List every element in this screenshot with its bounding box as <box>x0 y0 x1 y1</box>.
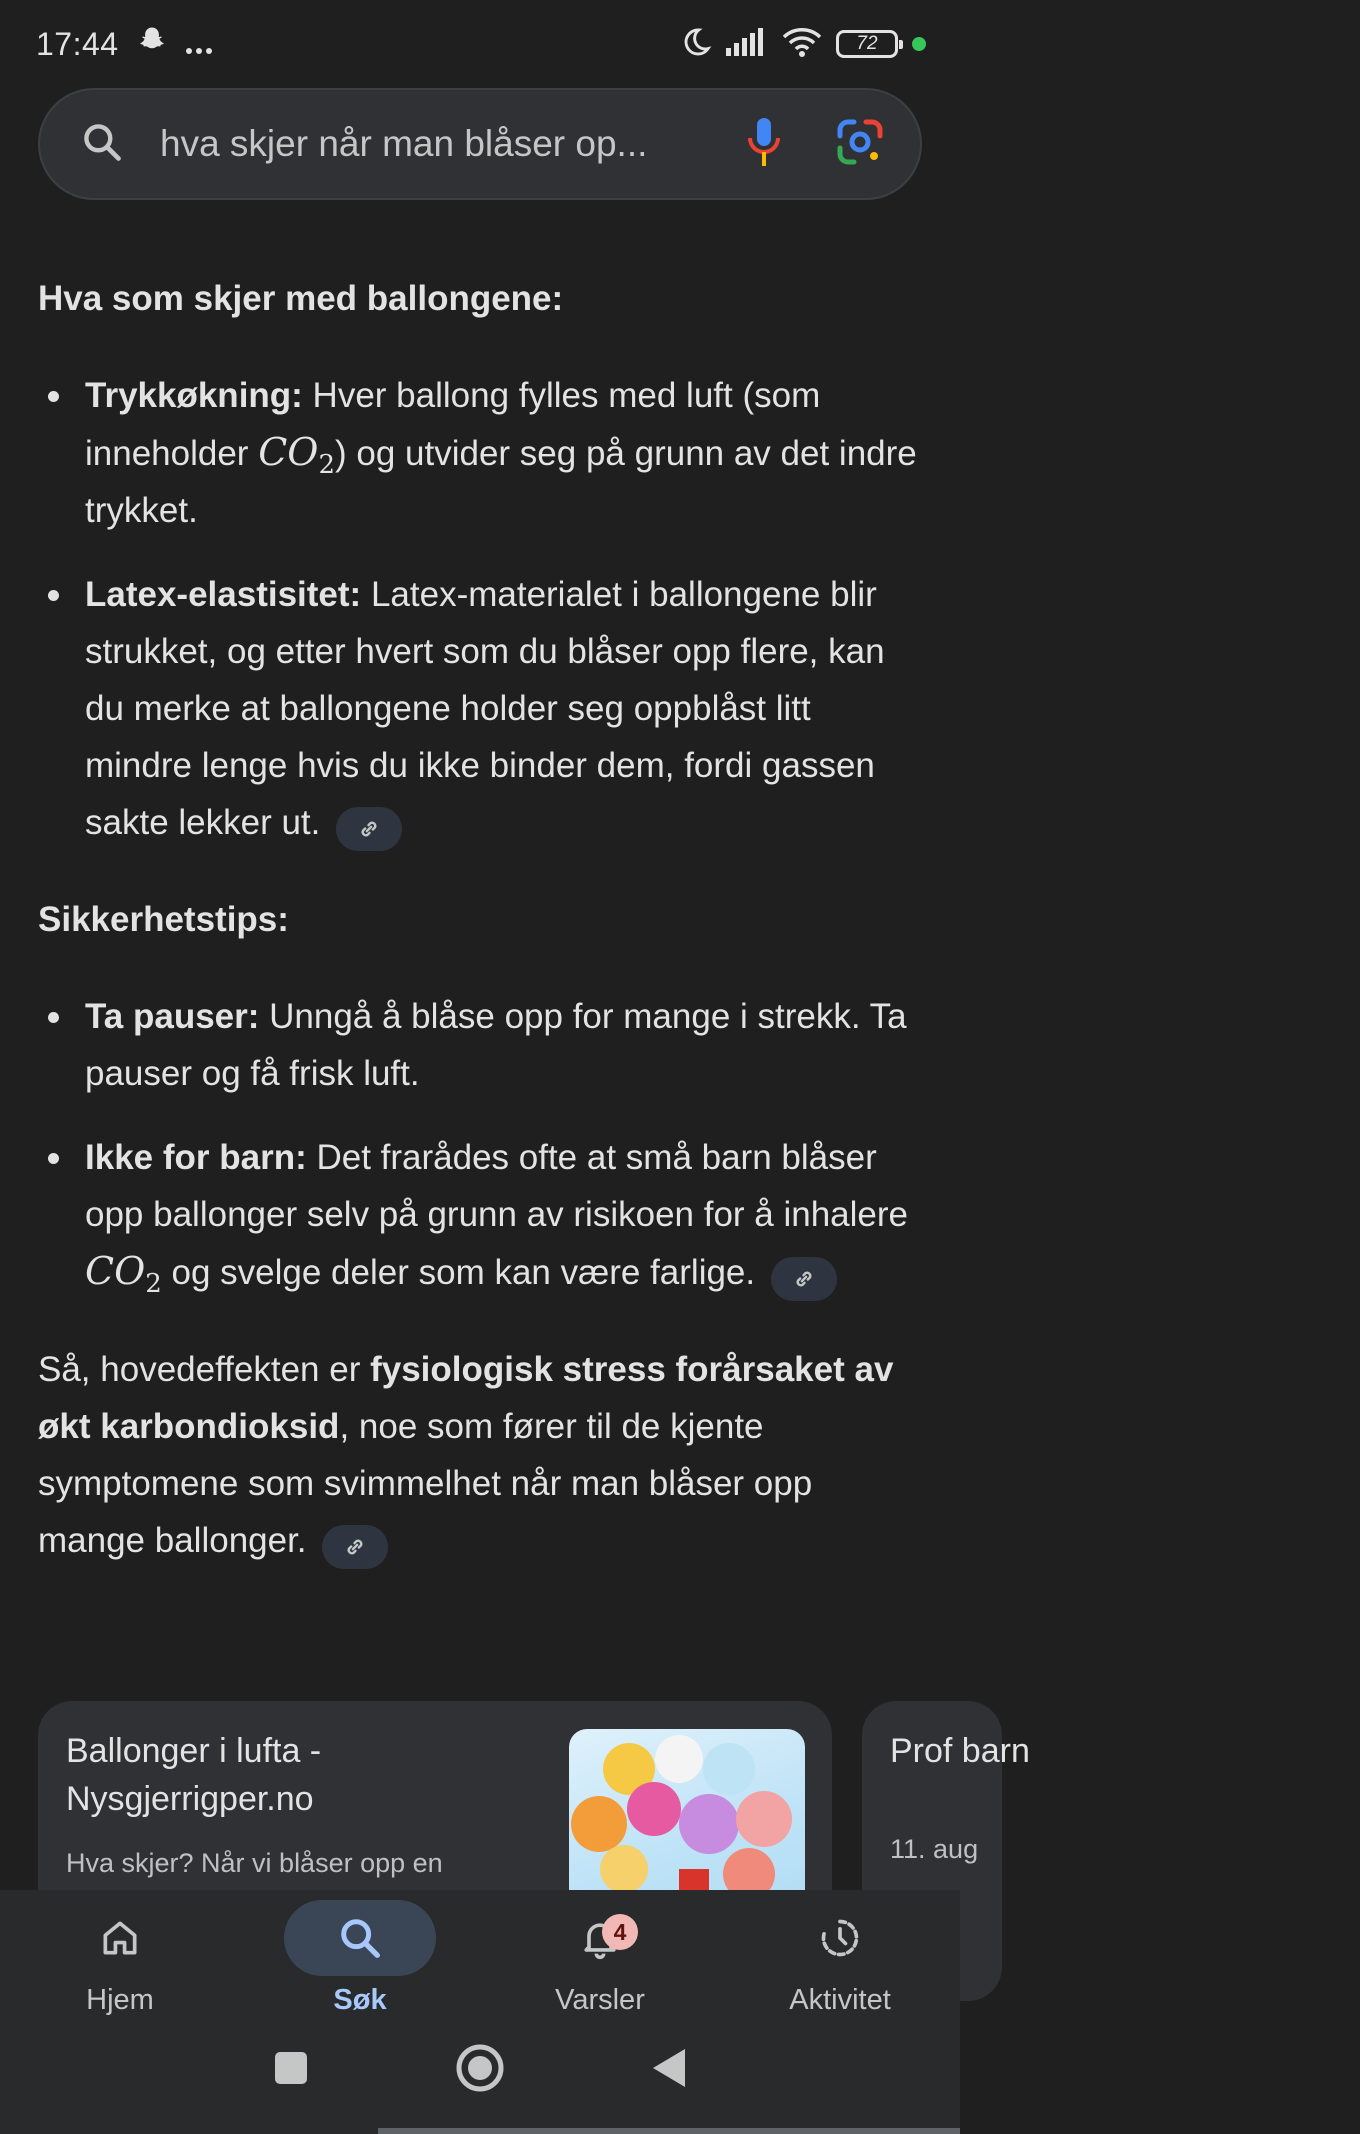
bullet-title: Ikke for barn: <box>85 1138 307 1177</box>
bullet-text: Hver ballong fylles med luft (som inneholder <box>85 376 821 473</box>
nav-label: Hjem <box>86 1984 154 2016</box>
nav-item-notifications[interactable] <box>480 1900 720 2030</box>
square-icon <box>273 2050 309 2086</box>
link-icon <box>356 816 382 842</box>
bullet-title: Ta pauser: <box>85 997 260 1036</box>
list-item <box>38 1129 918 1301</box>
nav-item-search[interactable] <box>240 1900 480 2030</box>
section-heading-balloons: Hva som skjer med ballongene: <box>38 279 564 318</box>
search-icon <box>337 1915 383 1961</box>
privacy-indicator-dot <box>912 37 926 51</box>
source-card-snippet: Hva skjer? Når vi blåser opp en <box>66 1848 443 1878</box>
citation-link-button[interactable] <box>322 1525 388 1569</box>
snapchat-icon <box>137 25 167 63</box>
ai-answer-content <box>38 270 918 1569</box>
nav-item-home[interactable] <box>0 1900 240 2030</box>
summary-bold: fysiologisk stress forårsaket av økt karbondioksid <box>38 1350 894 1446</box>
back-triangle-icon <box>651 2047 687 2089</box>
bullet-text: Latex-materialet i ballongene blir strukket, og etter hvert som du blåser opp flere, kan du merke at ballongene holder seg oppblåst litt mindre lenge hvis du ikke binder dem, fordi gassen sakte lekker ut. <box>85 575 885 842</box>
microphone-icon[interactable] <box>744 116 784 173</box>
nav-label: Søk <box>333 1984 387 2016</box>
bullet-list-safety <box>38 988 918 1301</box>
source-card-snippet: 11. aug <box>890 1834 979 1864</box>
search-bar[interactable] <box>38 88 922 200</box>
bullet-list-balloons <box>38 367 918 851</box>
google-lens-icon[interactable] <box>836 118 884 171</box>
summary-paragraph: Så, hovedeffekten er fysiologisk stress forårsaket av økt karbondioksid, noe som fører til de kjente symptomene som svimmelhet når man blåser opp mange ballonger. <box>38 1341 918 1569</box>
bullet-title: Latex-elastisitet: <box>85 575 362 614</box>
system-navigation <box>0 2030 960 2110</box>
nav-label: Varsler <box>555 1984 645 2016</box>
circle-icon <box>455 2043 505 2093</box>
home-icon <box>98 1916 142 1960</box>
bullet-text: Unngå å blåse opp for mange i strekk. Ta pauser og få frisk luft. <box>85 997 907 1093</box>
gesture-bar <box>378 2128 960 2134</box>
do-not-disturb-moon-icon <box>680 26 712 63</box>
back-button[interactable] <box>651 2047 687 2094</box>
formula-co2: $CO_2$ <box>258 430 335 480</box>
link-icon <box>342 1534 368 1560</box>
link-icon <box>791 1266 817 1292</box>
home-system-button[interactable] <box>455 2043 505 2098</box>
nav-item-activity[interactable] <box>720 1900 960 2030</box>
bullet-text: og svelge deler som kan være farlige. <box>161 1253 756 1292</box>
bullet-title: Trykkøkning: <box>85 376 303 415</box>
source-card-title: Prof barn <box>890 1732 1030 1770</box>
section-heading-safety: Sikkerhetstips: <box>38 900 289 939</box>
wifi-icon <box>782 27 822 62</box>
status-right <box>680 26 926 63</box>
citation-link-button[interactable] <box>336 807 402 851</box>
bottom-navigation <box>0 1890 960 2134</box>
list-item <box>38 367 918 539</box>
nav-label: Aktivitet <box>789 1984 891 2016</box>
list-item <box>38 566 918 851</box>
bullet-text: ) og utvider seg på grunn av det indre trykket. <box>85 434 917 530</box>
status-time: 17:44 <box>36 25 119 62</box>
more-dots-icon <box>185 26 213 63</box>
signal-icon <box>726 28 768 61</box>
recents-button[interactable] <box>273 2050 309 2091</box>
status-left <box>36 25 213 63</box>
source-card-title: Ballonger i lufta - Nysgjerrigper.no <box>66 1732 322 1818</box>
activity-icon <box>818 1916 862 1960</box>
notification-badge: 4 <box>602 1914 638 1950</box>
citation-link-button[interactable] <box>771 1257 837 1301</box>
bullet-text: Det frarådes ofte at små barn blåser opp ballonger selv på grunn av risikoen for å inhalere <box>85 1138 909 1234</box>
formula-co2: $CO_2$ <box>85 1249 162 1299</box>
search-query-text[interactable]: hva skjer når man blåser op... <box>160 123 648 164</box>
search-icon <box>80 120 124 169</box>
status-bar <box>0 0 960 88</box>
list-item <box>38 988 918 1102</box>
battery-icon: 72 <box>836 30 898 58</box>
